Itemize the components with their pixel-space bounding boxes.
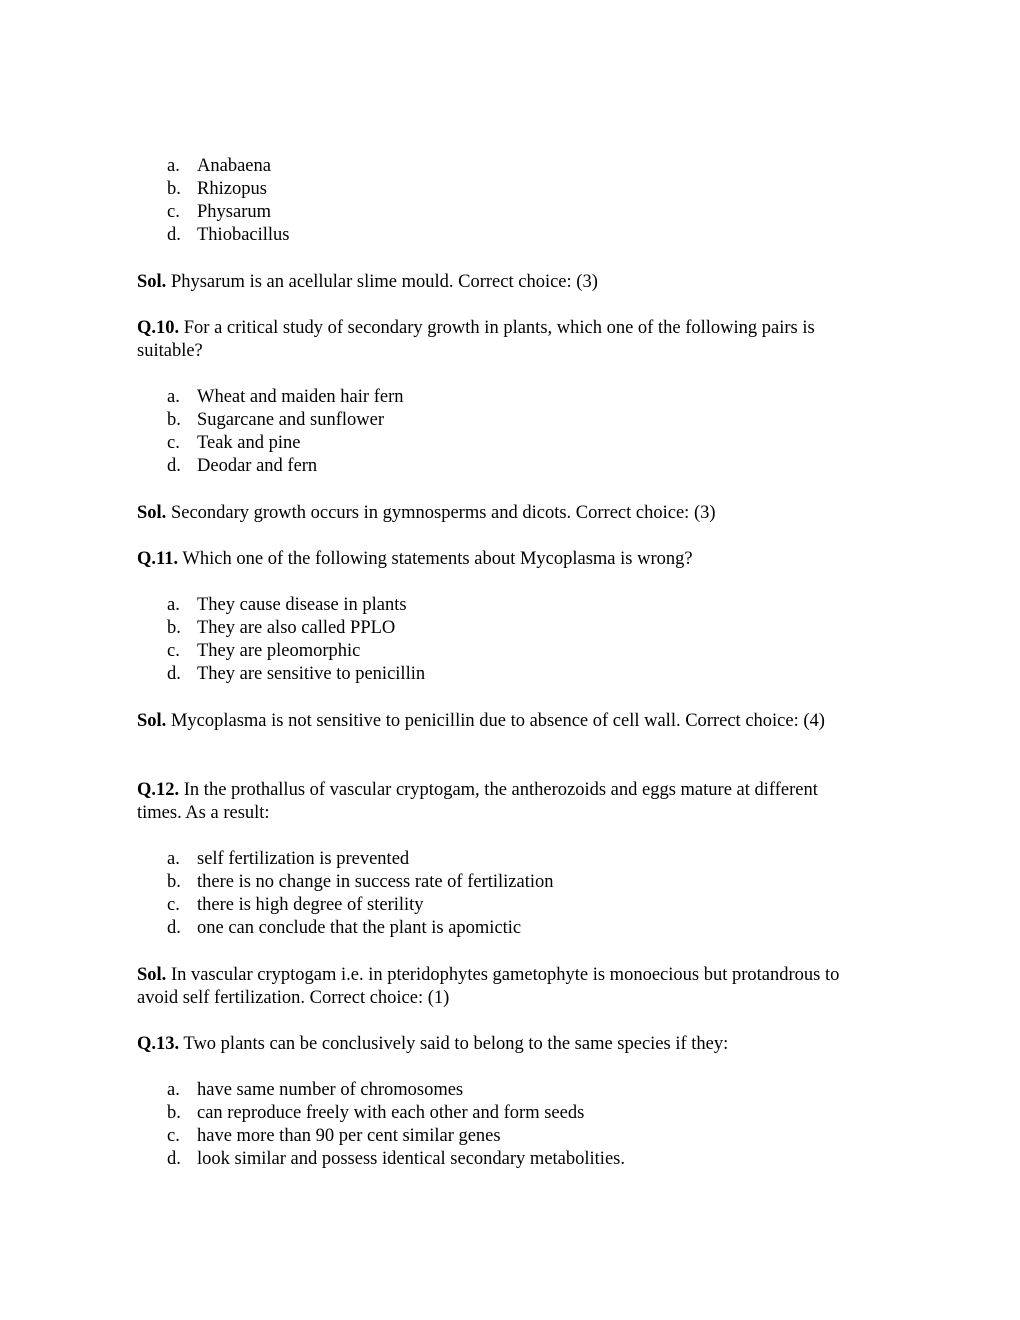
option-text: Teak and pine [197,433,301,453]
q11-options [167,594,425,686]
question-label: Q.13. [137,1034,180,1054]
option-letter: b. [167,410,181,430]
option-letter: b. [167,179,181,199]
option-text: there is no change in success rate of fertilization [197,872,554,892]
option-letter: d. [167,456,181,476]
option-letter: b. [167,872,181,892]
option-letter: b. [167,1103,181,1123]
option [167,1125,625,1148]
option-letter: a. [167,1080,180,1100]
sol-label: Sol. [137,711,167,731]
option [167,1079,625,1102]
question-label: Q.11. [137,549,179,569]
option [167,663,425,686]
option [167,917,554,940]
question-text: Which one of the following statements about Mycoplasma is wrong? [178,549,693,569]
option [167,432,403,455]
option [167,640,425,663]
option-letter: c. [167,895,180,915]
question-text: Two plants can be conclusively said to belong to the same species if they: [179,1034,729,1054]
option [167,617,425,640]
option-letter: c. [167,1126,180,1146]
q9-options [167,155,289,247]
question-13 [137,1033,867,1056]
option-text: self fertilization is prevented [197,849,410,869]
option-letter: b. [167,618,181,638]
question-10 [137,317,867,363]
option-letter: c. [167,641,180,661]
option [167,224,289,247]
option-text: have more than 90 per cent similar genes [197,1126,501,1146]
option-text: look similar and possess identical secondary metabolities. [197,1149,625,1169]
option-text: Wheat and maiden hair fern [197,387,404,407]
q10-options [167,386,403,478]
option-letter: a. [167,156,180,176]
option-text: Rhizopus [197,179,267,199]
option-letter: d. [167,664,181,684]
option-letter: d. [167,225,181,245]
option [167,848,554,871]
solution-q9 [137,271,867,294]
option-letter: c. [167,433,180,453]
option-letter: a. [167,595,180,615]
sol-text: In vascular cryptogam i.e. in pteridophytes gametophyte is monoecious but protandrous to avoid self fertilization. Correct choice: (1) [137,965,840,1008]
solution-q10 [137,502,867,525]
option-text: They are pleomorphic [197,641,361,661]
sol-label: Sol. [137,272,167,292]
option-letter: d. [167,1149,181,1169]
option-letter: a. [167,387,180,407]
question-text: For a critical study of secondary growth in plants, which one of the following pairs is suitable? [137,318,815,361]
option [167,1102,625,1125]
option-letter: a. [167,849,180,869]
solution-q12 [137,964,867,1010]
option-text: can reproduce freely with each other and form seeds [197,1103,585,1123]
option-text: They are also called PPLO [197,618,396,638]
question-11 [137,548,867,571]
question-label: Q.10. [137,318,180,338]
option-text: Deodar and fern [197,456,318,476]
solution-q11 [137,710,867,733]
option [167,409,403,432]
option-text: Thiobacillus [197,225,290,245]
question-label: Q.12. [137,780,180,800]
sol-text: Physarum is an acellular slime mould. Correct choice: (3) [166,272,598,292]
sol-text: Secondary growth occurs in gymnosperms and dicots. Correct choice: (3) [166,503,716,523]
option [167,178,289,201]
option-text: Physarum [197,202,271,222]
sol-text: Mycoplasma is not sensitive to penicillin due to absence of cell wall. Correct choice: (4) [166,711,825,731]
q12-options [167,848,554,940]
option-text: have same number of chromosomes [197,1080,464,1100]
sol-label: Sol. [137,503,167,523]
option [167,894,554,917]
option [167,1148,625,1171]
option-text: Anabaena [197,156,271,176]
option [167,386,403,409]
option-text: They are sensitive to penicillin [197,664,426,684]
option-text: They cause disease in plants [197,595,407,615]
option-letter: c. [167,202,180,222]
option [167,155,289,178]
option [167,871,554,894]
option-letter: d. [167,918,181,938]
option [167,594,425,617]
question-12 [137,779,867,825]
option [167,455,403,478]
q13-options [167,1079,625,1171]
option [167,201,289,224]
option-text: there is high degree of sterility [197,895,424,915]
question-text: In the prothallus of vascular cryptogam, the antherozoids and eggs mature at different times. As a result: [137,780,818,823]
option-text: Sugarcane and sunflower [197,410,384,430]
option-text: one can conclude that the plant is apomictic [197,918,522,938]
sol-label: Sol. [137,965,167,985]
